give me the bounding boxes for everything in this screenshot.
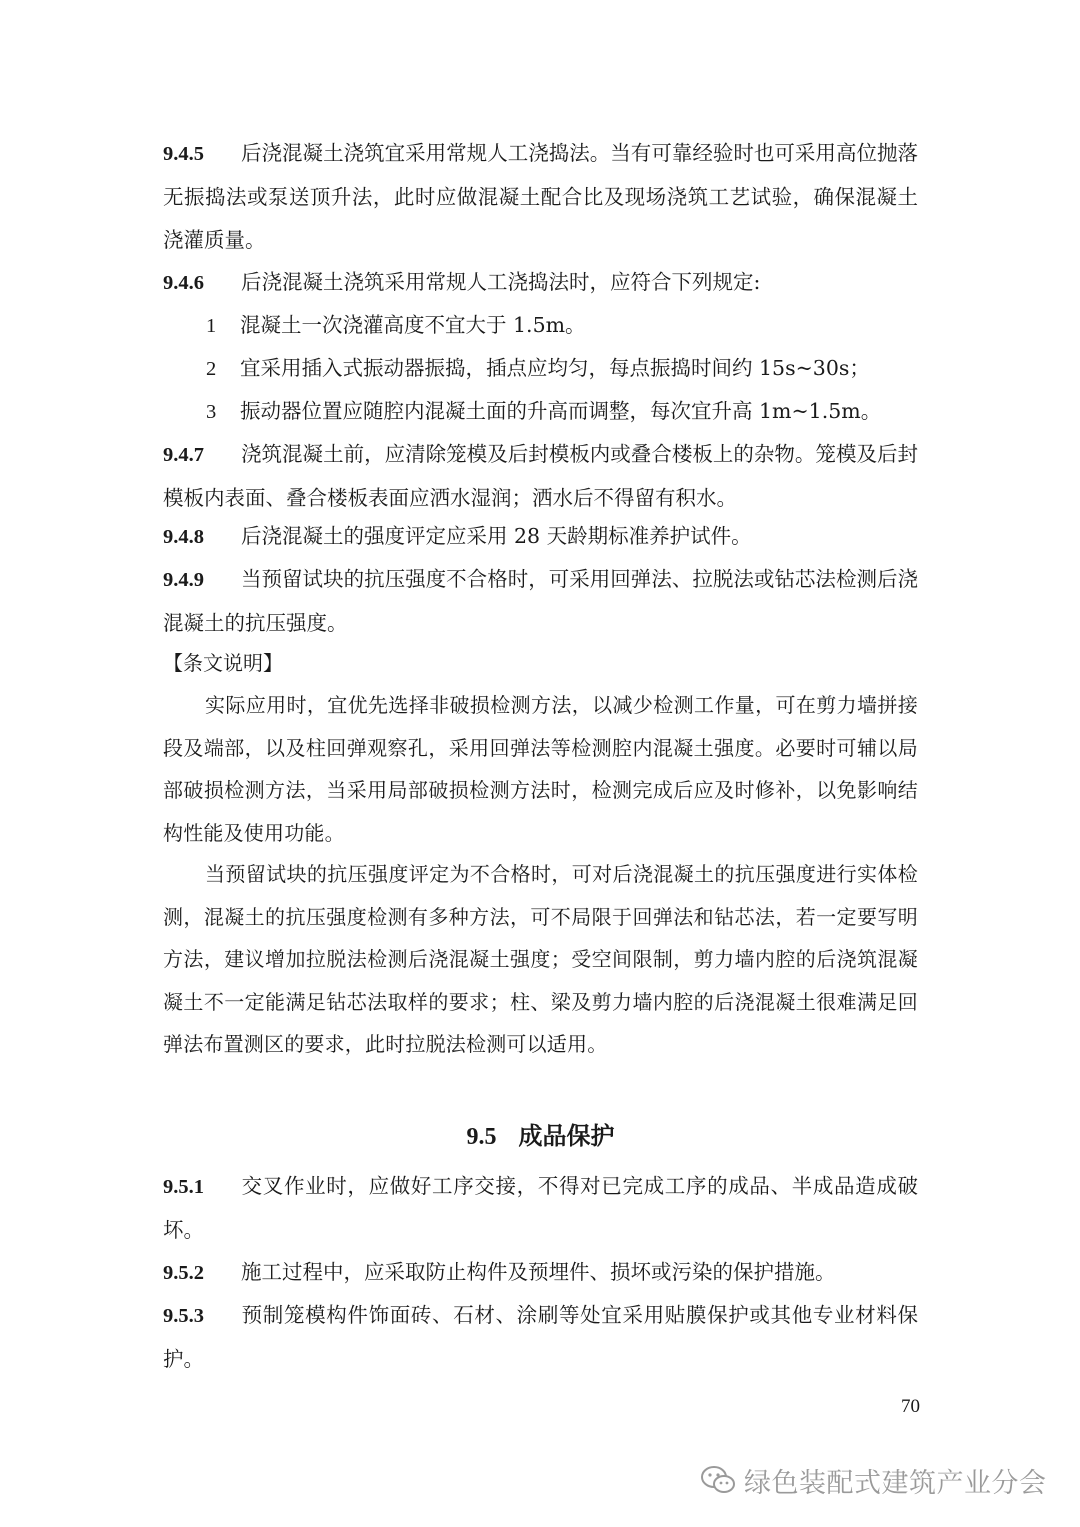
clause-text: 后浇混凝土浇筑宜采用常规人工浇捣法。当有可靠经验时也可采用高位抛落无振捣法或泵送顶升法，此时应做混凝土配合比及现场浇筑工艺试验，确保混凝土浇灌质量。: [163, 141, 918, 252]
clause-number: 9.4.6: [163, 272, 204, 294]
clause-9-4-5: [163, 132, 918, 262]
list-item-number: 1: [206, 315, 217, 337]
note-heading: 【条文说明】: [163, 651, 283, 675]
list-item: [206, 304, 918, 348]
page-number: 70: [901, 1396, 920, 1417]
clause-number: 9.4.7: [163, 444, 204, 466]
clause-number: 9.5.1: [163, 1176, 204, 1198]
clause-number: 9.4.9: [163, 569, 204, 591]
note-paragraph: 当预留试块的抗压强度评定为不合格时，可对后浇混凝土的抗压强度进行实体检测，混凝土的抗压强度检测有多种方法，可不局限于回弹法和钻芯法，若一定要写明方法，建议增加拉脱法检测后浇混凝土强度；受空间限制，剪力墙内腔的后浇筑混凝凝土不一定能满足钻芯法取样的要求；柱、梁及剪力墙内腔的后浇混凝土很难满足回弹法布置测区的要求，此时拉脱法检测可以适用。: [163, 862, 918, 1056]
clause-9-5-1: [163, 1165, 918, 1252]
clause-text: 当预留试块的抗压强度不合格时，可采用回弹法、拉脱法或钻芯法检测后浇混凝土的抗压强度。: [163, 567, 918, 635]
list-item-number: 2: [206, 358, 217, 380]
clause-text: 后浇混凝土的强度评定应采用 28 天龄期标准养护试件。: [241, 524, 752, 548]
section-number: 9.5: [466, 1124, 497, 1150]
clause-text: 后浇混凝土浇筑采用常规人工浇捣法时，应符合下列规定:: [241, 270, 761, 294]
wechat-icon: [700, 1465, 736, 1495]
clause-text: 浇筑混凝土前，应清除笼模及后封模板内或叠合楼板上的杂物。笼模及后封模板内表面、叠合楼板表面应洒水湿润；洒水后不得留有积水。: [163, 442, 918, 510]
clause-number: 9.5.3: [163, 1305, 204, 1327]
clause-9-4-9: [163, 558, 918, 645]
note-paragraph: 实际应用时，宜优先选择非破损检测方法，以减少检测工作量，可在剪力墙拼接段及端部，以及柱回弹观察孔，采用回弹法等检测腔内混凝土强度。必要时可辅以局部破损检测方法，当采用局部破损检测方法时，检测完成后应及时修补，以免影响结构性能及使用功能。: [163, 693, 918, 845]
clause-number: 9.5.2: [163, 1262, 204, 1284]
clause-text: 预制笼模构件饰面砖、石材、涂刷等处宜采用贴膜保护或其他专业材料保护。: [163, 1303, 918, 1371]
clause-9-4-6: [163, 261, 918, 305]
clause-9-5-2: [163, 1251, 918, 1295]
clause-9-4-8: [163, 515, 918, 559]
list-item-text: 宜采用插入式振动器振捣，插点应均匀，每点振捣时间约 15s~30s；: [240, 356, 870, 380]
list-item-text: 振动器位置应随腔内混凝土面的升高而调整，每次宜升高 1m~1.5m。: [240, 399, 882, 423]
clause-number: 9.4.8: [163, 526, 204, 548]
clause-9-4-7: [163, 433, 918, 520]
list-item: [206, 390, 918, 434]
section-heading: 成品保护: [518, 1122, 615, 1150]
watermark-text: 绿色装配式建筑产业分会: [744, 1467, 1047, 1499]
clause-text: 施工过程中，应采取防止构件及预埋件、损坏或污染的保护措施。: [241, 1260, 836, 1284]
clause-text: 交叉作业时，应做好工序交接，不得对已完成工序的成品、半成品造成破坏。: [163, 1174, 918, 1242]
list-item-number: 3: [206, 401, 217, 423]
list-item: [206, 347, 918, 391]
watermark: [700, 1460, 1047, 1500]
clause-number: 9.4.5: [163, 143, 204, 165]
section-title: [163, 1116, 918, 1157]
clause-9-5-3: [163, 1294, 918, 1381]
list-item-text: 混凝土一次浇灌高度不宜大于 1.5m。: [240, 313, 586, 337]
